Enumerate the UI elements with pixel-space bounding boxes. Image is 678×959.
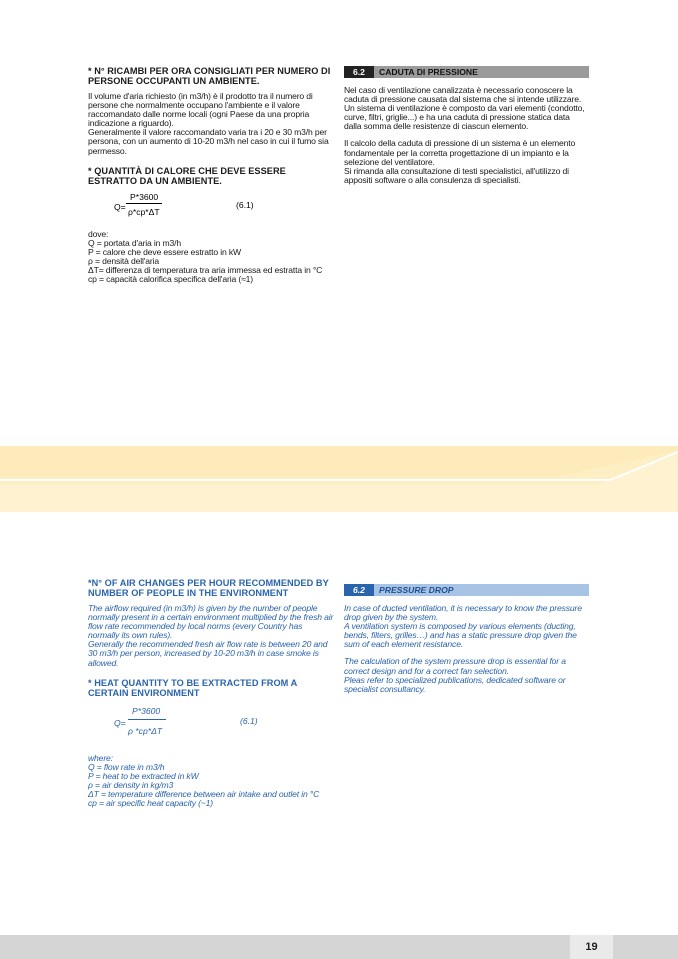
- english-formula: [88, 706, 334, 750]
- italian-left-column: [88, 66, 334, 284]
- italian-section-paragraph-1: Nel caso di ventilazione canalizzata è necessario conoscere la caduta di pressione causata dal sistema che si intende utilizzare. Un sistema di ventilazione è composto da vari elementi (condotto, curve, filtri, griglie...) e ha una caduta di pressione statica data dalla somma delle resistenze di ciascun elemento.: [344, 85, 585, 132]
- english-heading-air-changes: *N° OF AIR CHANGES PER HOUR RECOMMENDED BY NUMBER OF PEOPLE IN THE ENVIRONMENT: [88, 578, 329, 598]
- english-definition: ρ = air density in kg/m3: [88, 779, 174, 790]
- italian-definition: cp = capacità calorifica specifica dell'aria (≈1): [88, 274, 253, 285]
- italian-paragraph-1: Il volume d'aria richiesto (in m3/h) è il prodotto tra il numero di persone che normalmente occupano l'ambiente e il valore raccomandato dalle norme locali (ogni Paese da una propria indicazione a riguardo).: [88, 91, 313, 129]
- section-title: PRESSURE DROP: [374, 584, 589, 596]
- english-section-paragraph-2: A ventilation system is composed by various elements (ducting, bends, filters, grilles…) and has a static pressure drop given the sum of each element resistance.: [344, 621, 577, 650]
- italian-paragraph-2: Generalmente il valore raccomandato varia tra i 20 e 30 m3/h per persona, con un aumento di 10-20 m3/h nel caso in cui il fumo sia permesso.: [88, 127, 329, 156]
- italian-section-paragraph-2: Il calcolo della caduta di pressione di un sistema è un elemento fondamentale per la corretta progettazione di un impianto e la selezione del ventilatore.: [344, 138, 576, 167]
- english-section-paragraph-3: The calculation of the system pressure drop is essential for a correct design and for a correct fan selection.: [344, 656, 566, 676]
- formula-reference: (6.1): [236, 199, 254, 210]
- italian-heading-heat: * QUANTITÀ DI CALORE CHE DEVE ESSERE ESTRATTO DA UN AMBIENTE.: [88, 165, 286, 186]
- english-heading-heat: * HEAT QUANTITY TO BE EXTRACTED FROM A CERTAIN ENVIRONMENT: [88, 677, 297, 698]
- formula-denominator: ρ *cp*ΔT: [128, 725, 163, 736]
- english-definition: P = heat to be extracted in kW: [88, 770, 199, 781]
- section-number: 6.2: [344, 584, 374, 596]
- section-title: CADUTA DI PRESSIONE: [374, 66, 589, 78]
- english-paragraph-2: Generally the recommended fresh air flow rate is between 20 and 30 m3/h per person, increased by 10-20 m3/h in case smoke is allowed.: [88, 639, 328, 668]
- band-stripes: [0, 446, 678, 512]
- italian-definition: Q = portata d'aria in m3/h: [88, 237, 182, 248]
- english-left-column: [88, 578, 334, 808]
- english-paragraph-1: The airflow required (in m3/h) is given by the number of people normally present in a certain environment multiplied by the fresh air flow rate recommended by local norms (every Country has normally its own rules).: [88, 603, 334, 641]
- italian-formula: [88, 192, 334, 226]
- formula-lhs: Q=: [114, 717, 126, 728]
- english-definition: Q = flow rate in m3/h: [88, 761, 165, 772]
- page-number: 19: [570, 935, 613, 959]
- italian-where-label: dove:: [88, 228, 109, 239]
- italian-definition: P = calore che deve essere estratto in kW: [88, 246, 241, 257]
- english-section-header: [344, 584, 589, 596]
- formula-numerator: P*3600: [130, 191, 159, 202]
- formula-fraction-line: [126, 203, 162, 204]
- english-definition: ΔT = temperature difference between air intake and outlet in °C: [88, 789, 320, 800]
- formula-numerator: P*3600: [132, 705, 161, 716]
- english-right-column: [344, 584, 589, 700]
- italian-section-paragraph-3: Si rimanda alla consultazione di testi specialistici, all'utilizzo di appositi software o alla consulenza di specialisti.: [344, 165, 569, 185]
- italian-definition: ΔT= differenza di temperatura tra aria immessa ed estratta in °C: [88, 265, 323, 276]
- formula-reference: (6.1): [240, 715, 258, 726]
- formula-denominator: ρ*cp*ΔT: [128, 206, 160, 217]
- italian-section-header: [344, 66, 589, 78]
- english-where-label: where:: [88, 752, 113, 763]
- italian-definition: ρ = densità dell'aria: [88, 255, 159, 266]
- formula-fraction-line: [128, 719, 166, 720]
- italian-heading-air-changes: * N° RICAMBI PER ORA CONSIGLIATI PER NUMERO DI PERSONE OCCUPANTI UN AMBIENTE.: [88, 66, 331, 86]
- formula-lhs: Q=: [114, 201, 126, 212]
- section-number: 6.2: [344, 66, 374, 78]
- italian-right-column: [344, 66, 589, 191]
- decorative-band: [0, 446, 678, 512]
- english-section-paragraph-1: In case of ducted ventilation, it is necessary to know the pressure drop given by the system.: [344, 603, 582, 623]
- english-definition: cp = air specific heat capacity (~1): [88, 798, 214, 809]
- english-section-paragraph-4: Pleas refer to specialized publications, dedicated software or specialist consultancy.: [344, 674, 566, 694]
